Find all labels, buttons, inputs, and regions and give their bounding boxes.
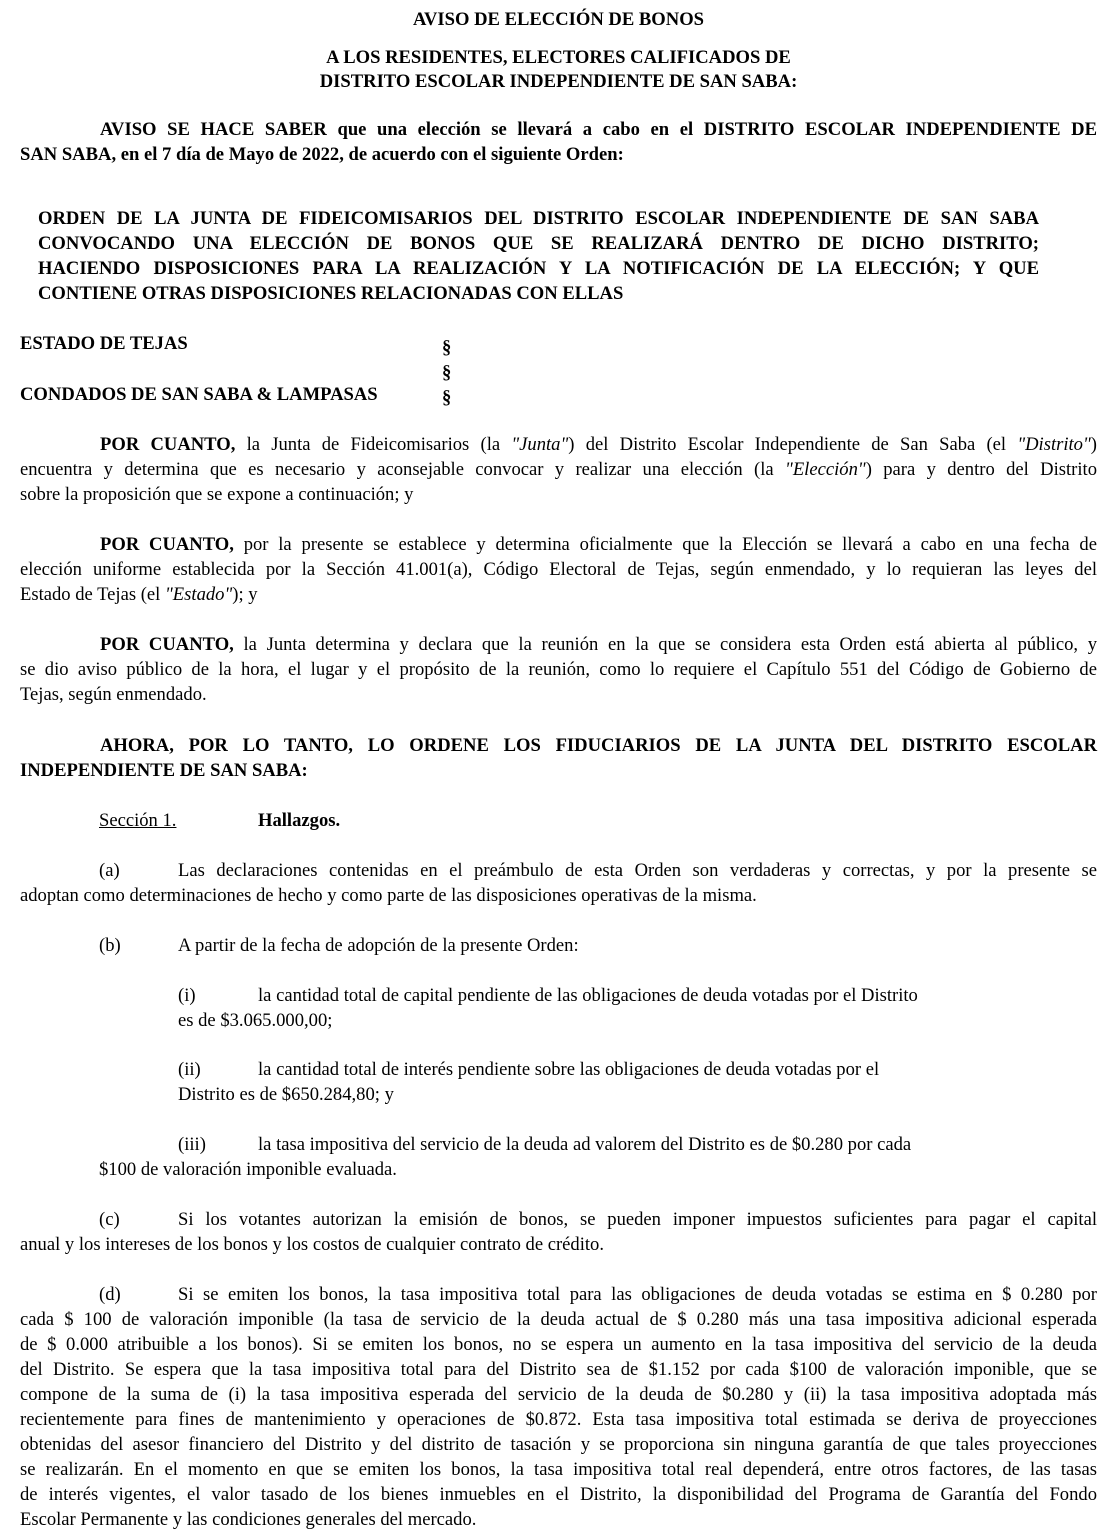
whereas-lead: POR CUANTO, xyxy=(100,434,236,455)
order-caption-line-3: HACIENDO DISPOSICIONES PARA LA REALIZACIÓN Y LA NOTIFICACIÓN DE LA ELECCIÓN; Y QUE xyxy=(38,258,1039,279)
addressee-line-1: A LOS RESIDENTES, ELECTORES CALIFICADOS DE xyxy=(326,47,791,68)
para-d-line-9: de interés vigentes, el valor tasado de los bienes inmuebles en el Distrito, la disponibilidad del Programa de Garantía del Fondo xyxy=(20,1484,1097,1505)
item-ii-line-2: Distrito es de $650.284,80; y xyxy=(178,1084,394,1105)
item-ii-line-1: la cantidad total de interés pendiente sobre las obligaciones de deuda votadas por el xyxy=(258,1059,880,1080)
now-therefore-line-2: INDEPENDIENTE DE SAN SABA: xyxy=(20,760,308,781)
item-iii-line-2: $100 de valoración imponible evaluada. xyxy=(99,1159,397,1180)
item-i-label: (i) xyxy=(178,985,196,1006)
para-c-label: (c) xyxy=(99,1209,120,1230)
whereas-3-line-1: POR CUANTO, la Junta determina y declara que la reunión en la que se considera esta Orden está abierta al público, y xyxy=(100,634,1097,655)
section-mark-3: § xyxy=(442,387,452,408)
para-d-line-2: cada $ 100 de valoración imponible (la tasa de servicio de la deuda actual de $ 0.280 más una tasa impositiva adicional esperada xyxy=(20,1309,1097,1330)
item-ii-label: (ii) xyxy=(178,1059,201,1080)
whereas-3-line-3: Tejas, según enmendado. xyxy=(20,684,207,705)
notice-line-2: SAN SABA, en el 7 día de Mayo de 2022, de acuerdo con el siguiente Orden: xyxy=(20,144,624,165)
counties-label: CONDADOS DE SAN SABA & LAMPASAS xyxy=(20,384,378,405)
item-iii-line-1: la tasa impositiva del servicio de la deuda ad valorem del Distrito es de $0.280 por cada xyxy=(258,1134,912,1155)
order-caption-line-2: CONVOCANDO UNA ELECCIÓN DE BONOS QUE SE REALIZARÁ DENTRO DE DICHO DISTRITO; xyxy=(38,233,1039,254)
item-i-line-1: la cantidad total de capital pendiente de las obligaciones de deuda votadas por el Distrito xyxy=(258,985,918,1006)
item-iii-label: (iii) xyxy=(178,1134,206,1155)
para-b-label: (b) xyxy=(99,935,121,956)
whereas-lead: POR CUANTO, xyxy=(100,634,234,655)
para-d-line-8: se realizarán. En el momento en que se emiten los bonos, la tasa impositiva total real dependerá, entre otros factores, de las tasas xyxy=(20,1459,1097,1480)
state-label: ESTADO DE TEJAS xyxy=(20,333,188,354)
para-b-text: A partir de la fecha de adopción de la presente Orden: xyxy=(178,935,579,956)
order-caption-line-1: ORDEN DE LA JUNTA DE FIDEICOMISARIOS DEL DISTRITO ESCOLAR INDEPENDIENTE DE SAN SABA xyxy=(38,208,1039,229)
whereas-1-line-2: encuentra y determina que es necesario y aconsejable convocar y realizar una elección (la "Elección") para y dentro del Distrito xyxy=(20,459,1097,480)
whereas-2-line-3: Estado de Tejas (el "Estado"); y xyxy=(20,584,258,605)
notice-lead-text: AVISO SE HACE SABER que una elección se llevará a cabo en el DISTRITO ESCOLAR INDEPENDIENTE DE xyxy=(100,119,1097,140)
para-d-line-4: del Distrito. Se espera que la tasa impositiva total para del Distrito sea de $1.152 por cada $100 de valoración imponible, que se xyxy=(20,1359,1097,1380)
item-i-line-2: es de $3.065.000,00; xyxy=(178,1010,333,1031)
section-1-heading: Hallazgos. xyxy=(258,810,341,831)
para-d-line-3: de $ 0.000 atribuible a los bonos). Si se emiten los bonos, no se espera un aumento en la tasa impositiva del servicio de la deuda xyxy=(20,1334,1097,1355)
notice-line-1 xyxy=(20,117,1097,142)
para-d-line-1: Si se emiten los bonos, la tasa impositiva total para las obligaciones de deuda votadas se estima en $ 0.280 por xyxy=(178,1284,1097,1305)
para-a-line-2: adoptan como determinaciones de hecho y como parte de las disposiciones operativas de la misma. xyxy=(20,885,757,906)
whereas-2-line-2: elección uniforme establecida por la Sección 41.001(a), Código Electoral de Tejas, según enmendado, y lo requieran las leyes del xyxy=(20,559,1097,580)
para-a-line-1: Las declaraciones contenidas en el preámbulo de esta Orden son verdaderas y correctas, y por la presente se xyxy=(178,860,1097,881)
whereas-3-line-2: se dio aviso público de la hora, el lugar y el propósito de la reunión, como lo requiere el Capítulo 551 del Código de Gobierno de xyxy=(20,659,1097,680)
section-mark-1: § xyxy=(442,337,452,358)
para-d-line-5: compone de la suma de (i) la tasa impositiva esperada del servicio de la deuda de $0.280 y (ii) la tasa impositiva adoptada más xyxy=(20,1384,1097,1405)
whereas-1-line-1: POR CUANTO, la Junta de Fideicomisarios (la "Junta") del Distrito Escolar Independiente de San Saba (el "Distrito") xyxy=(100,434,1097,455)
now-therefore-line-1: AHORA, POR LO TANTO, LO ORDENE LOS FIDUCIARIOS DE LA JUNTA DEL DISTRITO ESCOLAR xyxy=(100,735,1097,756)
para-d-line-6: recientemente para fines de mantenimiento y operaciones de $0.872. Esta tasa impositiva total estimada se deriva de proyecciones xyxy=(20,1409,1097,1430)
para-d-label: (d) xyxy=(99,1284,121,1305)
notice-title: AVISO DE ELECCIÓN DE BONOS xyxy=(412,9,705,30)
order-caption-line-4: CONTIENE OTRAS DISPOSICIONES RELACIONADAS CON ELLAS xyxy=(38,283,624,304)
addressee-line-2: DISTRITO ESCOLAR INDEPENDIENTE DE SAN SABA: xyxy=(319,71,798,92)
whereas-2-line-1: POR CUANTO, por la presente se establece y determina oficialmente que la Elección se llevará a cabo en una fecha de xyxy=(100,534,1097,555)
para-c-line-1: Si los votantes autorizan la emisión de bonos, se pueden imponer impuestos suficientes para pagar el capital xyxy=(178,1209,1097,1230)
whereas-lead: POR CUANTO, xyxy=(100,534,234,555)
section-mark-2: § xyxy=(442,362,452,383)
para-d-line-7: obtenidas del asesor financiero del Distrito y del distrito de tasación y se proporciona sin ninguna garantía de que tales proyecciones xyxy=(20,1434,1097,1455)
section-1-number: Sección 1. xyxy=(99,810,177,831)
para-c-line-2: anual y los intereses de los bonos y los costos de cualquier contrato de crédito. xyxy=(20,1234,605,1255)
para-d-line-10: Escolar Permanente y las condiciones generales del mercado. xyxy=(20,1509,477,1530)
whereas-1-line-3: sobre la proposición que se expone a continuación; y xyxy=(20,484,414,505)
para-a-label: (a) xyxy=(99,860,120,881)
